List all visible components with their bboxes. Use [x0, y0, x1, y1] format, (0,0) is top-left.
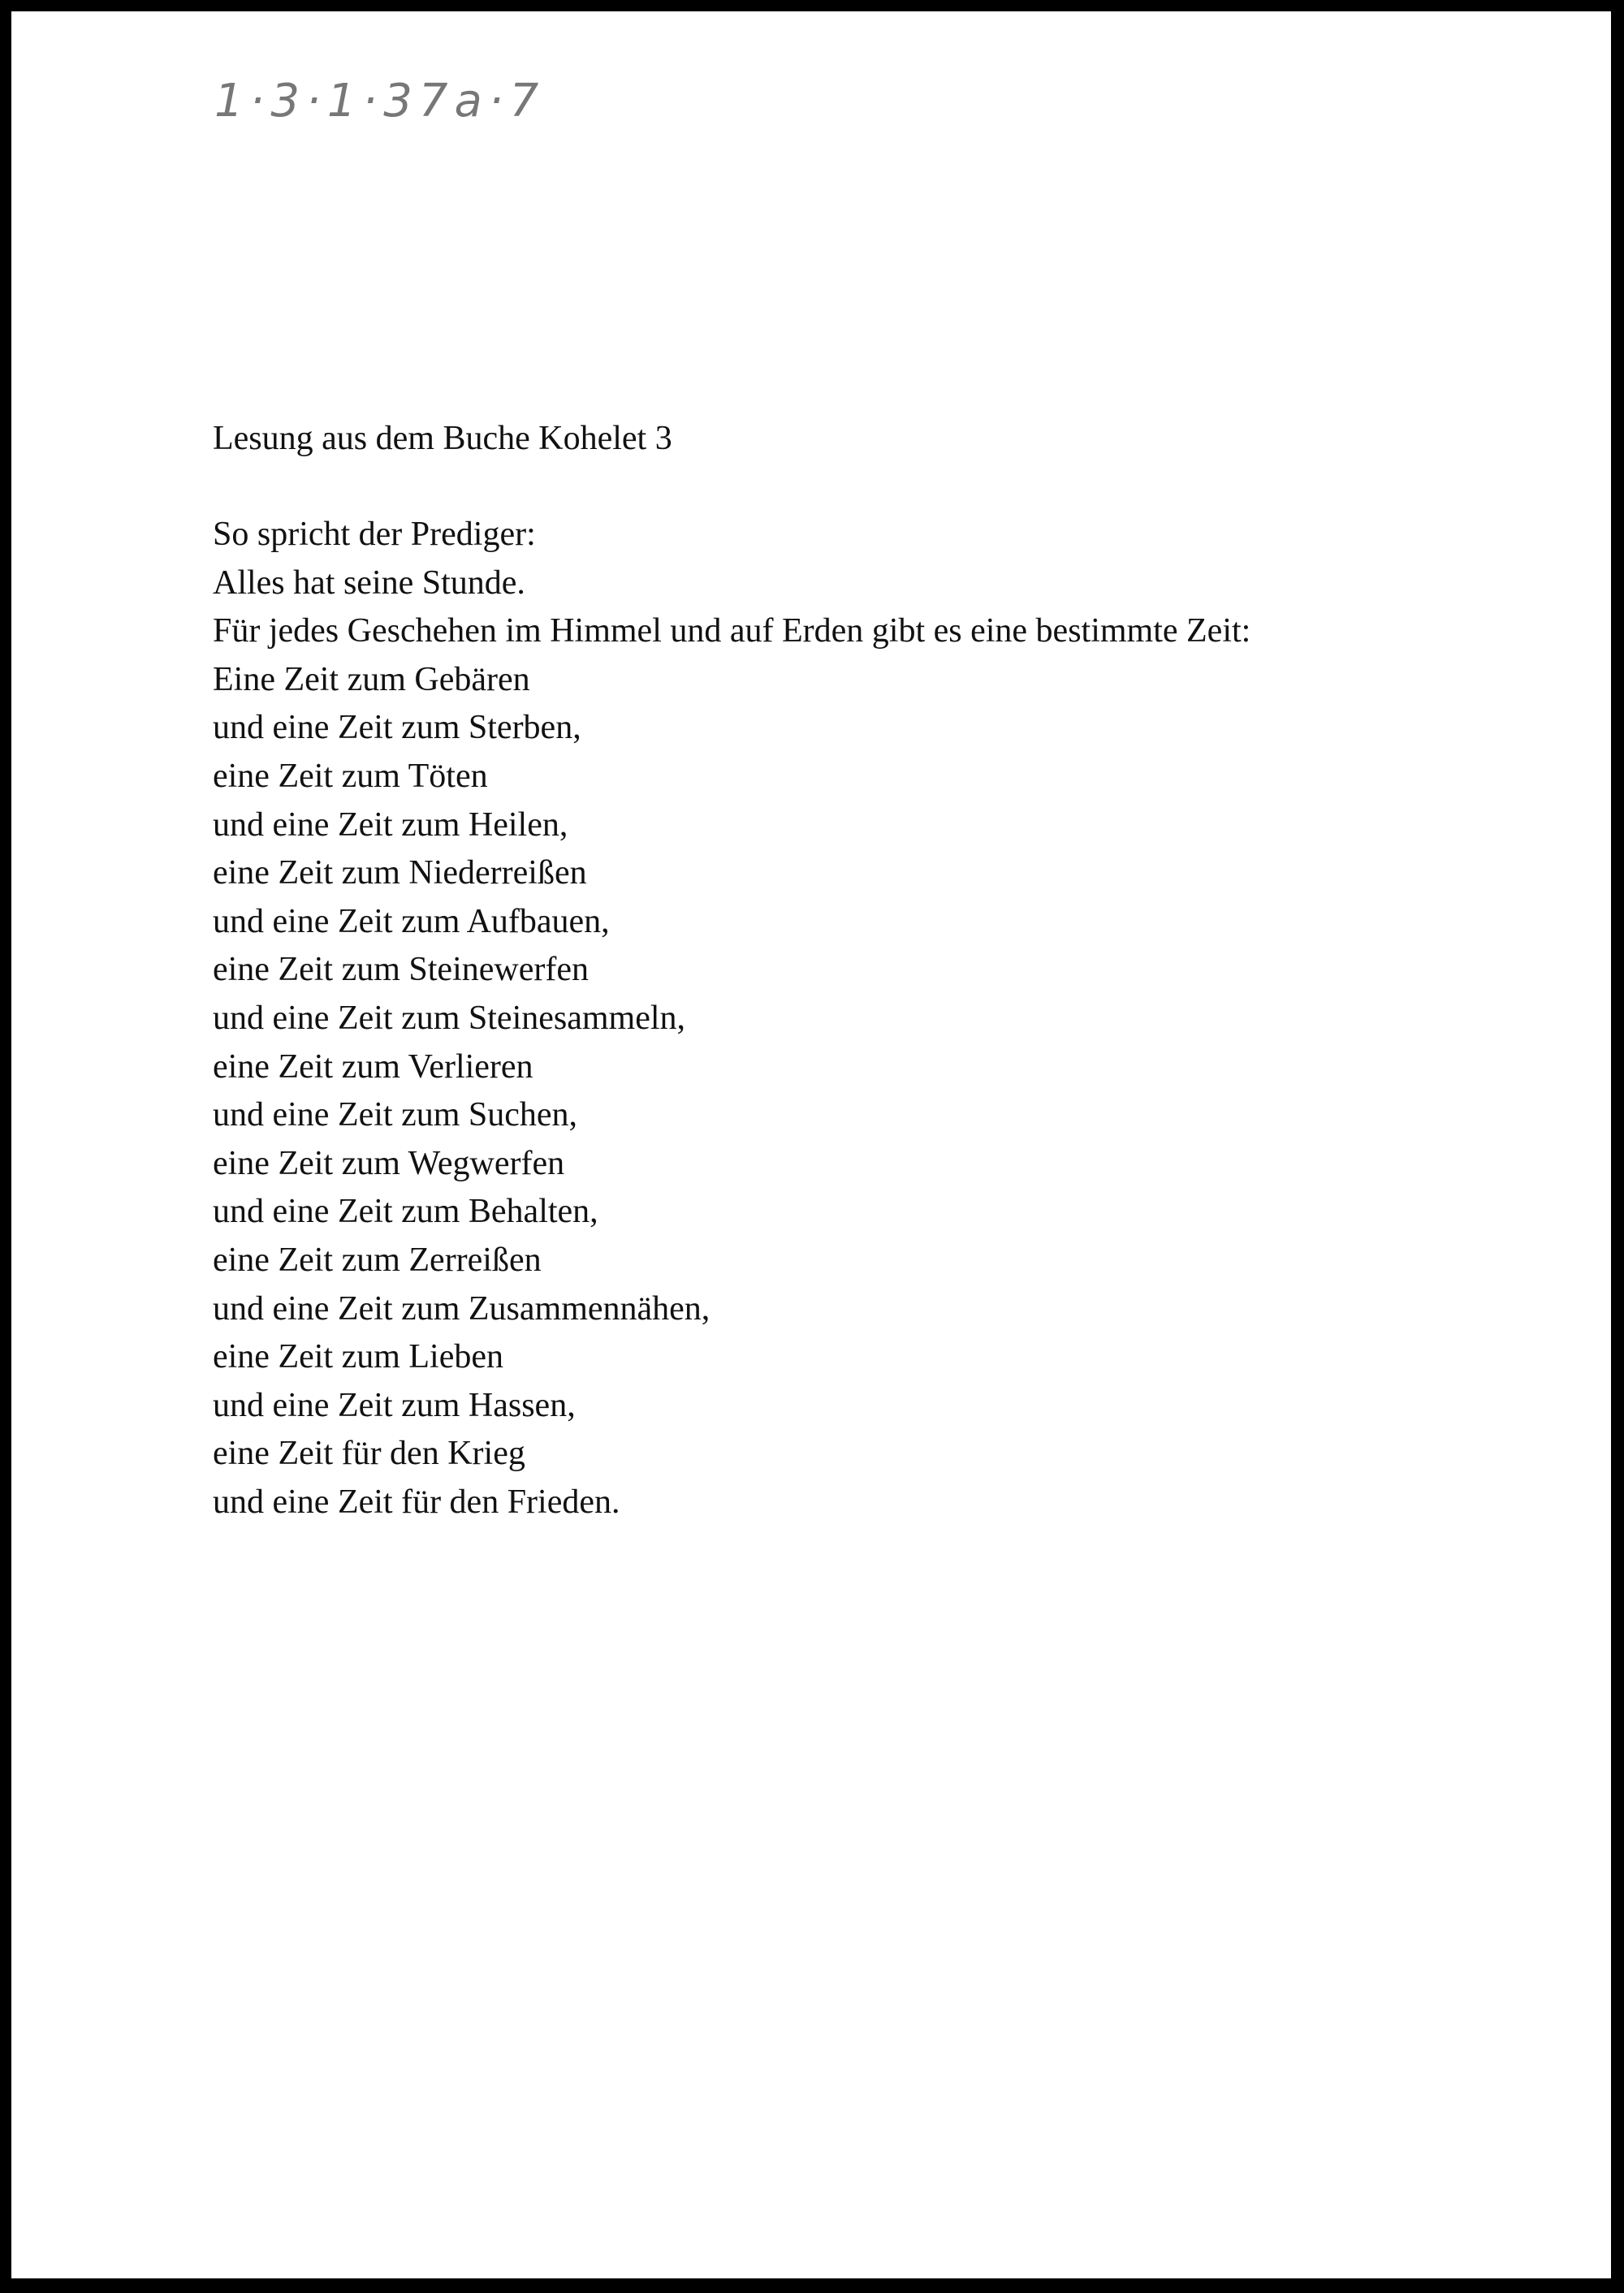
handwritten-archive-number: 1·3·1·37a·7 — [214, 75, 546, 127]
text-line: und eine Zeit zum Behalten, — [213, 1193, 598, 1231]
text-line: eine Zeit zum Zerreißen — [213, 1241, 542, 1279]
text-line: eine Zeit zum Verlieren — [213, 1047, 533, 1086]
text-line: und eine Zeit zum Suchen, — [213, 1096, 578, 1134]
text-line: eine Zeit zum Töten — [213, 757, 488, 795]
text-line: So spricht der Prediger: — [213, 516, 536, 553]
text-line: und eine Zeit zum Sterben, — [213, 709, 581, 747]
text-line: eine Zeit zum Niederreißen — [213, 854, 587, 892]
text-line: Eine Zeit zum Gebären — [213, 660, 530, 698]
text-line: und eine Zeit zum Steinesammeln, — [213, 999, 686, 1037]
text-line: und eine Zeit zum Hassen, — [213, 1386, 576, 1424]
text-line: eine Zeit für den Krieg — [213, 1435, 525, 1473]
text-line: Für jedes Geschehen im Himmel und auf Erden gibt es eine bestimmte Zeit: — [213, 612, 1251, 650]
text-line: und eine Zeit zum Aufbauen, — [213, 902, 610, 940]
text-line: eine Zeit zum Steinewerfen — [213, 951, 589, 989]
reading-title: Lesung aus dem Buche Kohelet 3 — [213, 420, 672, 457]
text-line: eine Zeit zum Lieben — [213, 1338, 504, 1376]
text-line: und eine Zeit für den Frieden. — [213, 1483, 620, 1521]
text-line: und eine Zeit zum Heilen, — [213, 805, 568, 844]
text-line: und eine Zeit zum Zusammennähen, — [213, 1289, 710, 1328]
document-page — [11, 11, 1611, 2278]
reading-text — [213, 511, 1250, 1527]
text-line: Alles hat seine Stunde. — [213, 564, 525, 602]
text-line: eine Zeit zum Wegwerfen — [213, 1144, 565, 1182]
